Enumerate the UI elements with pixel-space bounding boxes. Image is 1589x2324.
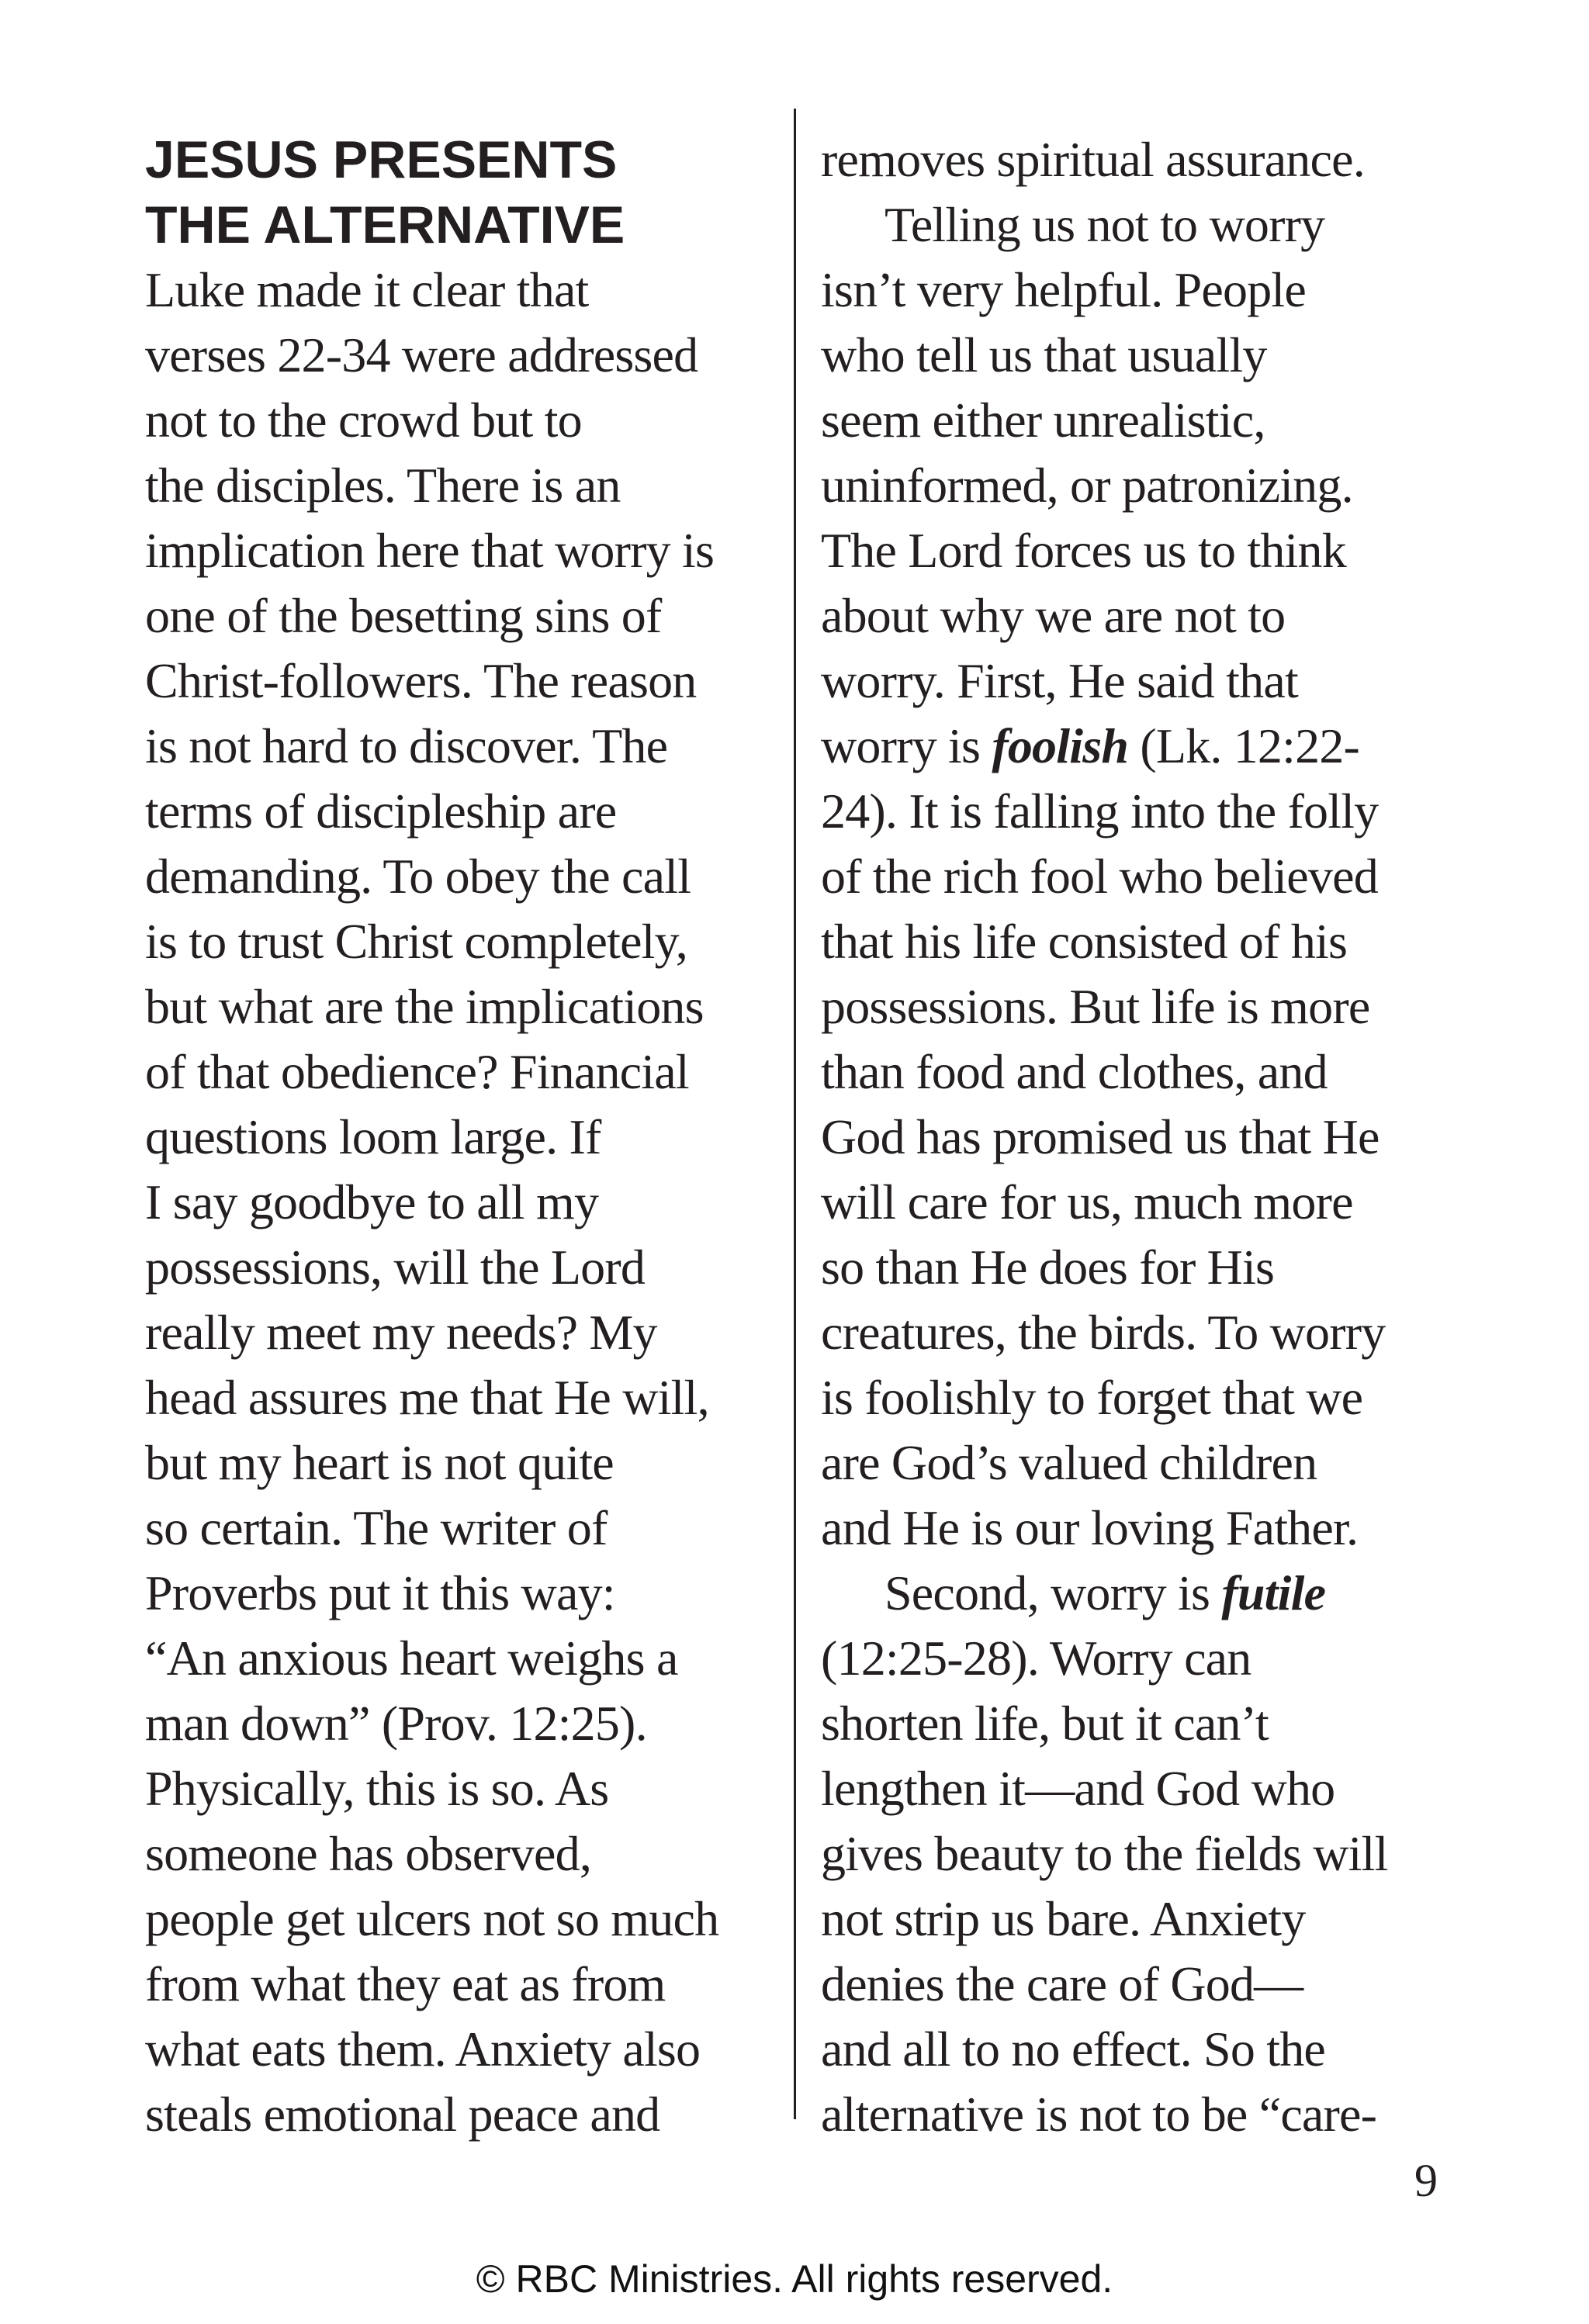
section-heading-line-2: THE ALTERNATIVE (145, 195, 625, 254)
left-text-line: not to the crowd but to (145, 393, 582, 448)
left-text-line: but my heart is not quite (145, 1435, 614, 1490)
right-text-line: not strip us bare. Anxiety (821, 1891, 1306, 1946)
left-text-line: of that obedience? Financial (145, 1044, 689, 1099)
left-text-line: is to trust Christ completely, (145, 914, 687, 969)
left-text-line: I say goodbye to all my (145, 1174, 599, 1229)
right-text-line: The Lord forces us to think (821, 523, 1346, 578)
left-text-line: but what are the implications (145, 979, 704, 1034)
right-text-line: creatures, the birds. To worry (821, 1305, 1386, 1360)
right-text-line: possessions. But life is more (821, 979, 1370, 1034)
left-text-line: questions loom large. If (145, 1109, 601, 1164)
left-text-line: man down” (Prov. 12:25). (145, 1696, 647, 1751)
left-text-line: someone has observed, (145, 1826, 592, 1881)
left-text-line: so certain. The writer of (145, 1500, 608, 1555)
left-text-line: Physically, this is so. As (145, 1761, 609, 1816)
right-text-line: of the rich fool who believed (821, 849, 1378, 904)
left-text-line: implication here that worry is (145, 523, 715, 578)
emphasis-foolish: foolish (992, 718, 1129, 773)
right-text-line: and all to no effect. So the (821, 2021, 1326, 2077)
left-text-line: people get ulcers not so much (145, 1891, 719, 1946)
right-text-line: will care for us, much more (821, 1174, 1353, 1229)
right-text-line (821, 714, 1457, 779)
copyright-footer: © RBC Ministries. All rights reserved. (476, 2257, 1113, 2301)
right-text-line: uninformed, or patronizing. (821, 458, 1353, 513)
left-text-line: “An anxious heart weighs a (145, 1631, 678, 1686)
left-text-line: verses 22-34 were addressed (145, 327, 698, 382)
column-divider (794, 109, 796, 2119)
left-text-line: what eats them. Anxiety also (145, 2021, 701, 2077)
left-text-line: head assures me that He will, (145, 1370, 709, 1425)
right-text-line: is foolishly to forget that we (821, 1370, 1363, 1425)
text-fragment: worry is (821, 718, 992, 773)
right-text-line: Telling us not to worry (885, 197, 1325, 252)
left-text-line: is not hard to discover. The (145, 718, 668, 773)
left-text-line: really meet my needs? My (145, 1305, 657, 1360)
right-text-line: shorten life, but it can’t (821, 1696, 1269, 1751)
right-text-line: and He is our loving Father. (821, 1500, 1359, 1555)
right-text-line: removes spiritual assurance. (821, 132, 1365, 187)
right-text-line: that his life consisted of his (821, 914, 1348, 969)
section-heading-line-1: JESUS PRESENTS (145, 130, 618, 189)
emphasis-futile: futile (1221, 1565, 1326, 1620)
left-text-line: demanding. To obey the call (145, 849, 691, 904)
right-text-line: alternative is not to be “care- (821, 2087, 1377, 2142)
left-text-line: steals emotional peace and (145, 2087, 660, 2142)
right-text-line: about why we are not to (821, 588, 1286, 643)
text-fragment: (Lk. 12:22- (1128, 718, 1360, 773)
left-column (145, 127, 781, 2147)
right-column (821, 127, 1457, 2147)
left-text-line: Proverbs put it this way: (145, 1565, 615, 1620)
right-text-line: than food and clothes, and (821, 1044, 1328, 1099)
left-text-line: the disciples. There is an (145, 458, 621, 513)
right-text-line: (12:25-28). Worry can (821, 1631, 1251, 1686)
text-fragment: Second, worry is (885, 1565, 1222, 1620)
left-text-line: from what they eat as from (145, 1956, 666, 2011)
right-text-line: 24). It is falling into the folly (821, 783, 1379, 839)
left-text-line: possessions, will the Lord (145, 1240, 646, 1295)
right-text-line: isn’t very helpful. People (821, 262, 1307, 317)
left-text-line: Christ-followers. The reason (145, 653, 697, 708)
right-text-line: are God’s valued children (821, 1435, 1317, 1490)
right-text-line: worry. First, He said that (821, 653, 1298, 708)
right-text-line (821, 1561, 1457, 1626)
left-text-line: one of the besetting sins of (145, 588, 662, 643)
right-text-line: God has promised us that He (821, 1109, 1380, 1164)
left-text-line: terms of discipleship are (145, 783, 617, 839)
right-text-line: denies the care of God— (821, 1956, 1303, 2011)
right-text-line: who tell us that usually (821, 327, 1267, 382)
left-text-line: Luke made it clear that (145, 262, 589, 317)
page-number: 9 (1414, 2155, 1438, 2206)
right-text-line: so than He does for His (821, 1240, 1275, 1295)
right-text-line: gives beauty to the fields will (821, 1826, 1388, 1881)
right-text-line: lengthen it—and God who (821, 1761, 1335, 1816)
right-text-line: seem either unrealistic, (821, 393, 1265, 448)
